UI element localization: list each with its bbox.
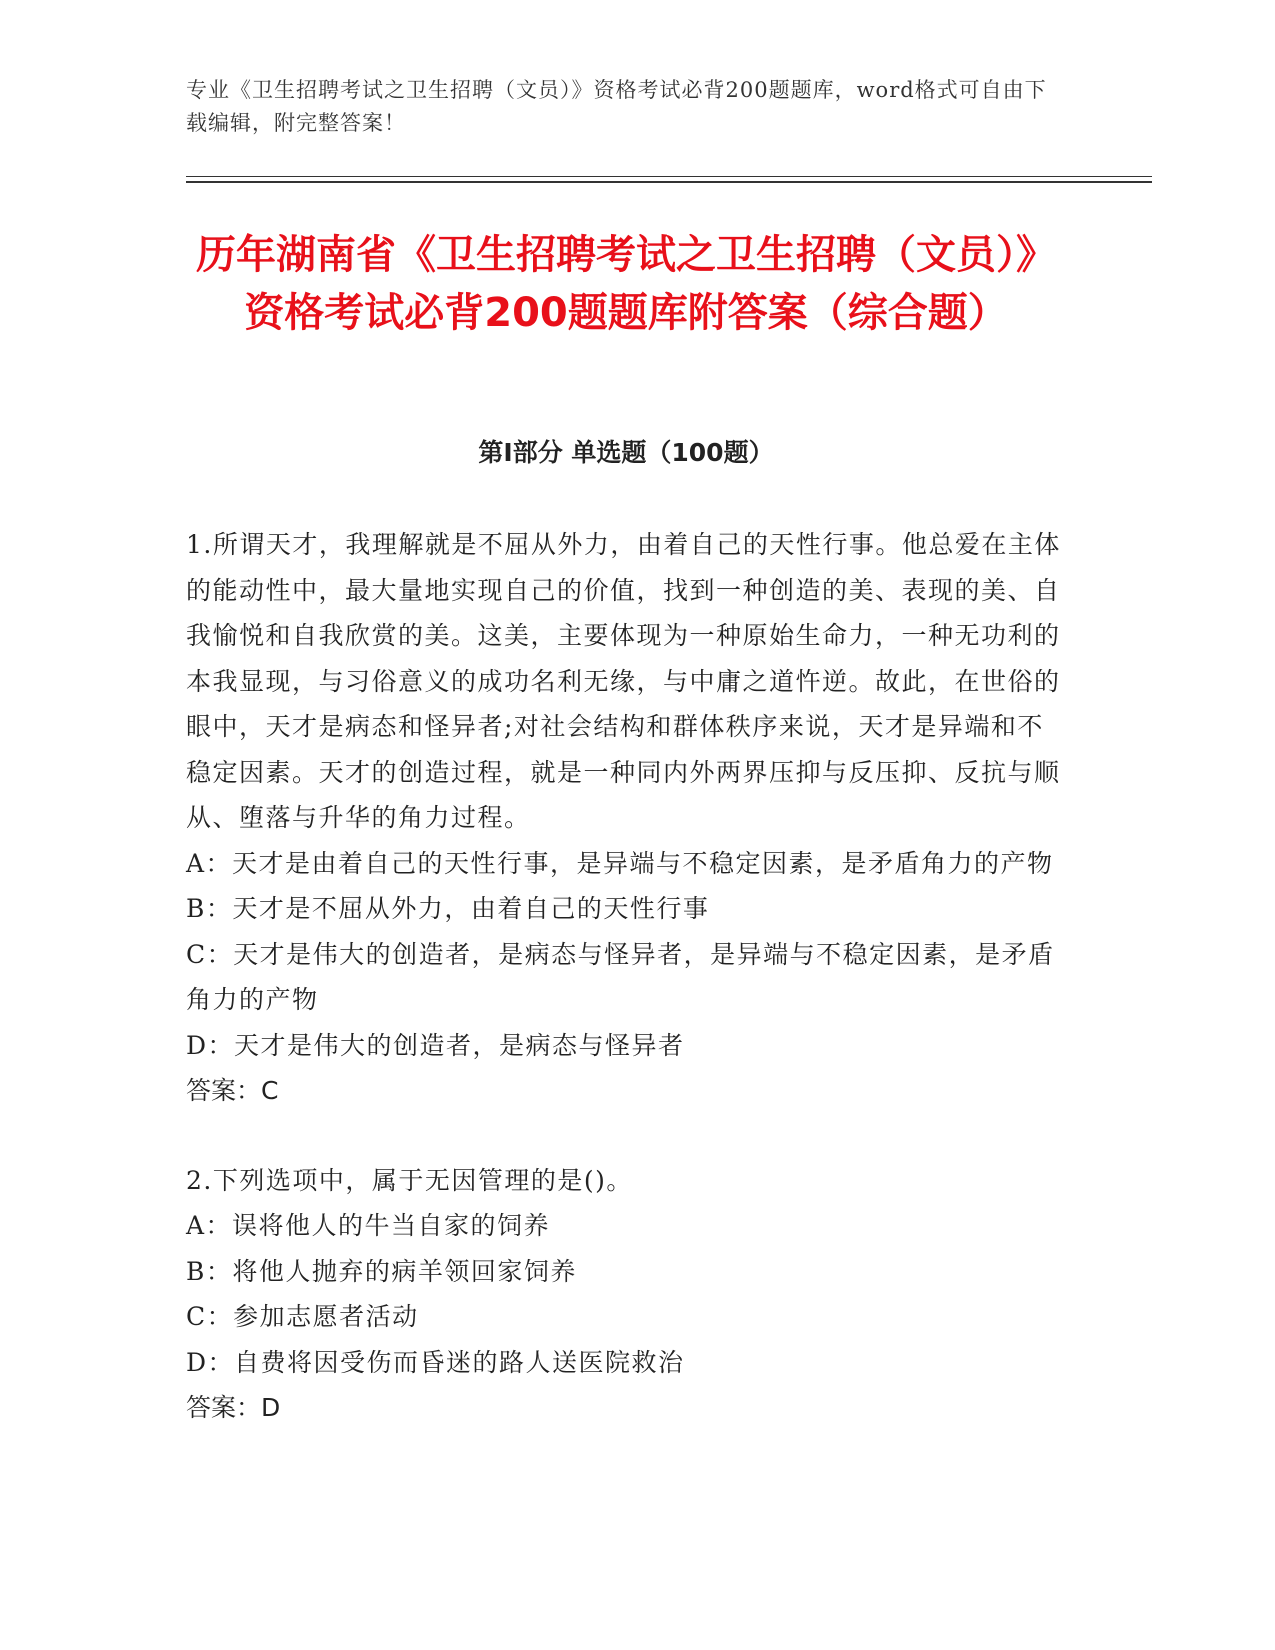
question-stem: 1.所谓天才，我理解就是不屈从外力，由着自己的天性行事。他总爱在主体的能动性中，最大量地实现自己的价值，找到一种创造的美、表现的美、自我愉悦和自我欣赏的美。这美，主要体现为一种原始生命力，一种无功利的本我显现，与习俗意义的成功名利无缘，与中庸之道忤逆。故此，在世俗的眼中，天才是病态和怪异者;对社会结构和群体秩序来说，天才是异端和不稳定因素。天才的创造过程，就是一种同内外两界压抑与反压抑、反抗与顺从、堕落与升华的角力过程。 bbox=[186, 530, 1061, 832]
option-c: C：天才是伟大的创造者，是病态与怪异者，是异端与不稳定因素，是矛盾角力的产物 bbox=[186, 939, 1055, 1014]
answer: 答案：C bbox=[186, 1076, 279, 1105]
option-a: A：天才是由着自己的天性行事，是异端与不稳定因素，是矛盾角力的产物 bbox=[186, 848, 1054, 878]
question-item bbox=[186, 522, 1066, 1114]
option-c: C：参加志愿者活动 bbox=[186, 1302, 419, 1331]
question-list bbox=[186, 522, 1066, 1475]
header-note: 专业《卫生招聘考试之卫生招聘（文员）》资格考试必背200题题库，word格式可自由下载编辑，附完整答案！ bbox=[186, 78, 1047, 135]
section-title: 第Ⅰ部分 单选题（100题） bbox=[478, 438, 774, 467]
question-item bbox=[186, 1158, 1066, 1431]
header-divider-thick bbox=[186, 181, 1152, 183]
answer: 答案：D bbox=[186, 1393, 281, 1422]
option-d: D：自费将因受伤而昏迷的路人送医院救治 bbox=[186, 1347, 685, 1377]
header-divider bbox=[186, 176, 1152, 177]
option-b: B：天才是不屈从外力，由着自己的天性行事 bbox=[186, 894, 710, 923]
option-b: B：将他人抛弃的病羊领回家饲养 bbox=[186, 1256, 577, 1286]
option-d: D：天才是伟大的创造者，是病态与怪异者 bbox=[186, 1030, 685, 1060]
question-stem: 2.下列选项中，属于无因管理的是()。 bbox=[186, 1165, 633, 1195]
document-title: 历年湖南省《卫生招聘考试之卫生招聘（文员）》资格考试必背200题题库附答案（综合题） bbox=[196, 232, 1056, 336]
option-a: A：误将他人的牛当自家的饲养 bbox=[186, 1211, 551, 1240]
